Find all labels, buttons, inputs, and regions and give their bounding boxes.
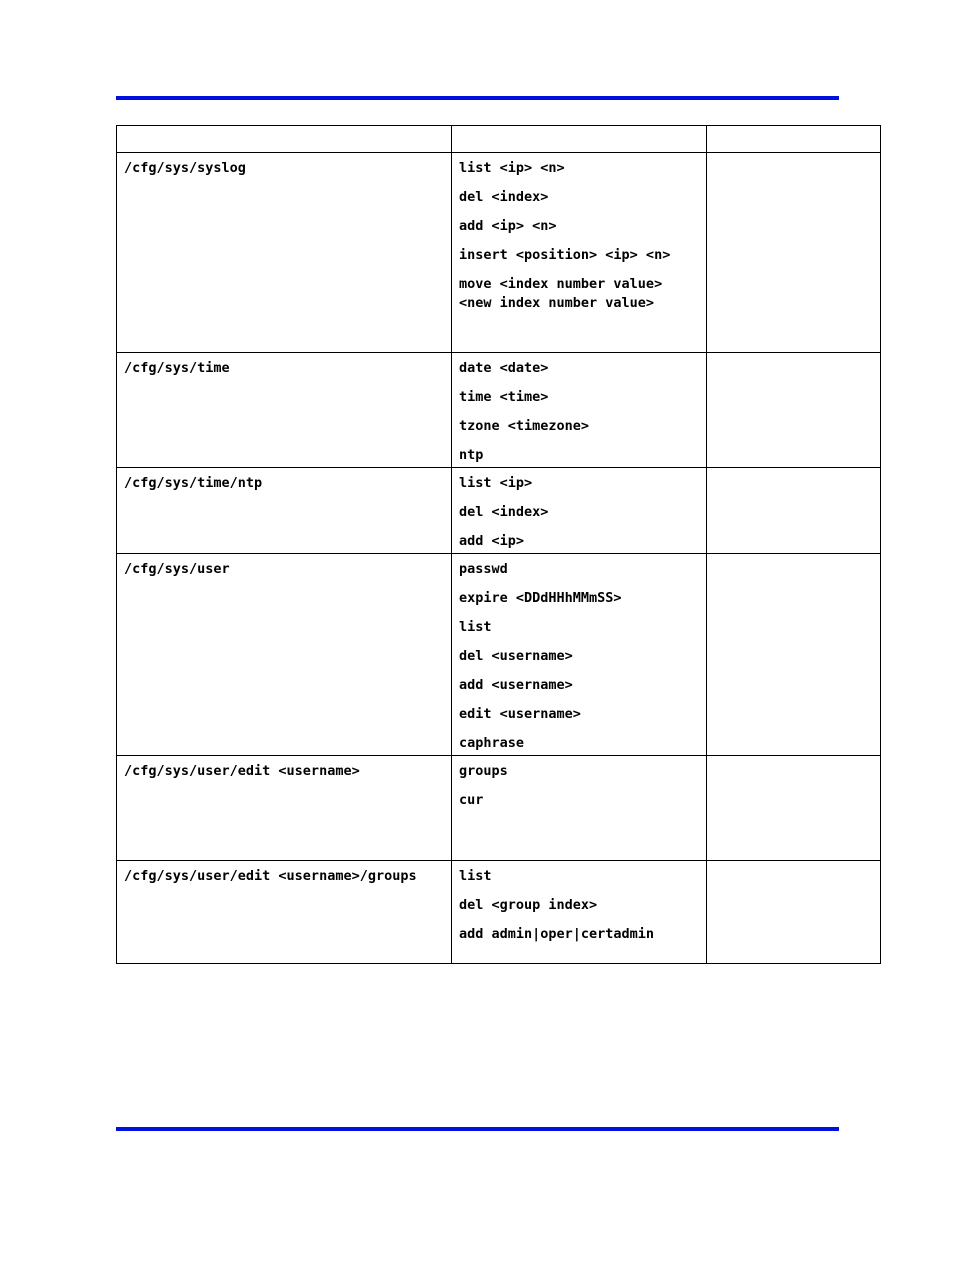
menu-path-cell: /cfg/sys/time [117,353,452,468]
option-item: del <username> [459,648,573,664]
menu-path-cell: /cfg/sys/syslog [117,153,452,353]
menu-path-cell: /cfg/sys/user [117,554,452,756]
menu-path-cell: /cfg/sys/time/ntp [117,468,452,554]
description-cell [707,353,881,468]
footer-rule [116,1127,839,1131]
options-cell [452,756,707,861]
table-row [117,554,881,756]
header-rule [116,96,839,100]
option-item: passwd [459,561,508,577]
option-item: list [459,619,492,635]
option-item: caphrase [459,735,525,751]
option-item: time <time> [459,389,549,405]
description-cell [707,468,881,554]
option-item: expire <DDdHHhMMmSS> [459,590,622,606]
option-item: list [459,868,492,884]
description-cell [707,554,881,756]
menu-path-cell: /cfg/sys/user/edit <username> [117,756,452,861]
option-item: del <index> [459,504,549,520]
header-cell-1 [117,126,452,153]
table-header-row [117,126,881,153]
option-item: cur [459,792,484,808]
table-row [117,468,881,554]
option-item: add admin|oper|certadmin [459,926,655,942]
options-cell [452,861,707,964]
description-cell [707,756,881,861]
option-item: tzone <timezone> [459,418,590,434]
option-item: add <ip> [459,533,525,549]
table-row [117,153,881,353]
description-cell [707,153,881,353]
option-item: move <index number value> <new index number value> [459,276,671,311]
options-cell [452,554,707,756]
command-table [116,125,881,964]
options-cell [452,153,707,353]
description-cell [707,861,881,964]
option-item: date <date> [459,360,549,376]
option-item: ntp [459,447,484,463]
table-row [117,861,881,964]
header-cell-3 [707,126,881,153]
options-cell [452,468,707,554]
option-item: del <index> [459,189,549,205]
option-item: groups [459,763,508,779]
option-item: add <username> [459,677,573,693]
option-item: edit <username> [459,706,581,722]
table-row [117,353,881,468]
option-item: insert <position> <ip> <n> [459,247,671,263]
option-item: list <ip> <n> [459,160,565,176]
option-item: list <ip> [459,475,533,491]
options-cell [452,353,707,468]
menu-path-cell: /cfg/sys/user/edit <username>/groups [117,861,452,964]
option-item: add <ip> <n> [459,218,557,234]
header-cell-2 [452,126,707,153]
table-row [117,756,881,861]
option-item: del <group index> [459,897,598,913]
